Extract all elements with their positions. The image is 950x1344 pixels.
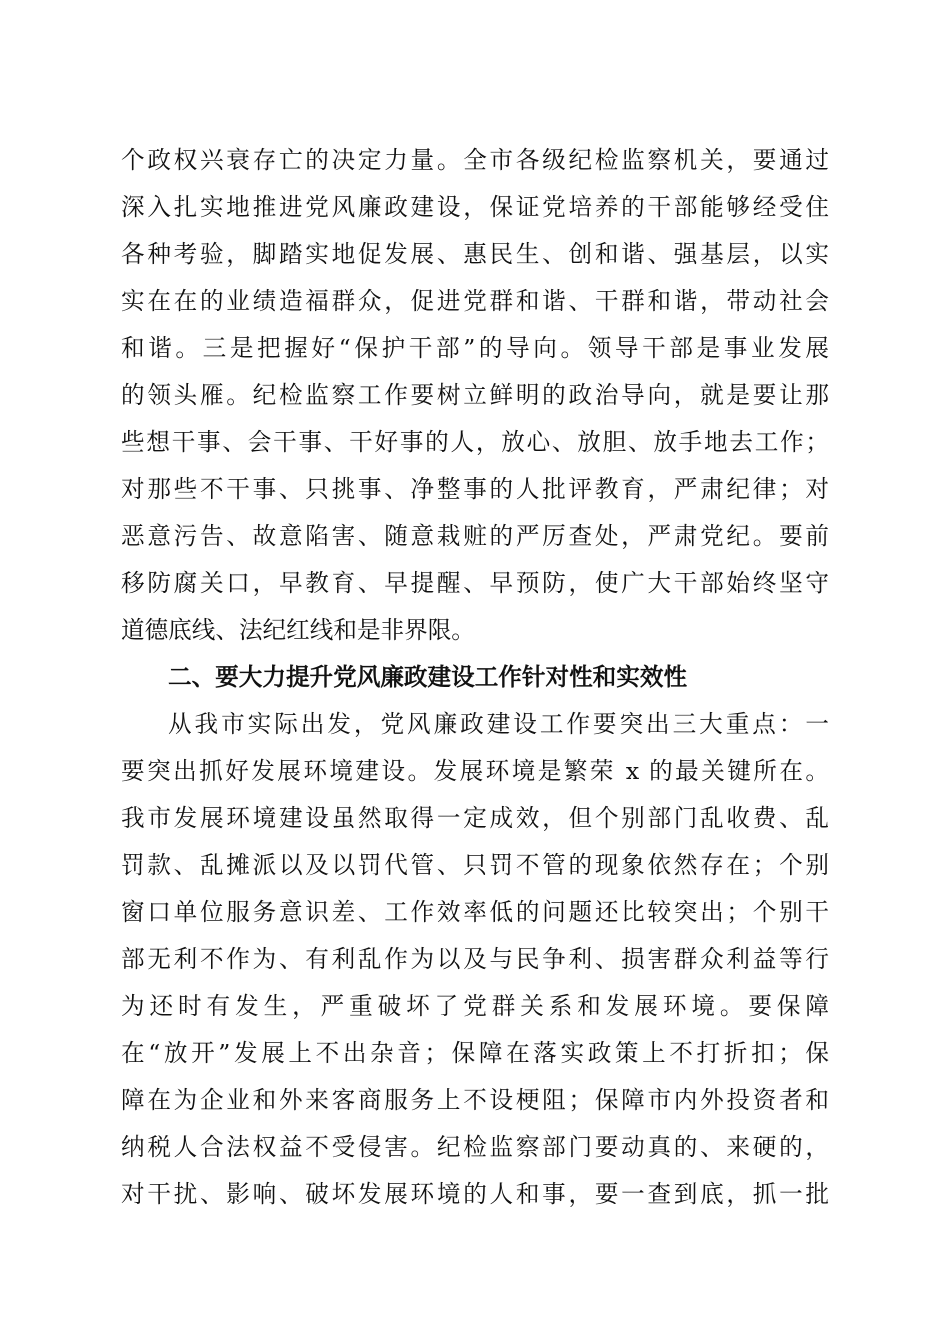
paragraph-1-line-11: 道德底线、法纪红线和是非界限。: [121, 616, 475, 644]
paragraph-2-line-6: 部无利不作为、有利乱作为以及与民争利、损害群众利益等行: [121, 945, 829, 973]
paragraph-2-line-9: 障在为企业和外来客商服务上不设梗阻；保障市内外投资者和: [121, 1086, 829, 1114]
paragraph-1-line-9: 恶意污告、故意陷害、随意栽赃的严厉查处，严肃党纪。要前: [121, 522, 829, 550]
paragraph-2-line-8: 在“放开”发展上不出杂音；保障在落实政策上不打折扣；保: [121, 1039, 829, 1067]
paragraph-2-line-1: 从我市实际出发，党风廉政建设工作要突出三大重点：一: [168, 710, 829, 738]
paragraph-2-line-4: 罚款、乱摊派以及以罚代管、只罚不管的现象依然存在；个别: [121, 851, 829, 879]
paragraph-1-line-4: 实在在的业绩造福群众，促进党群和谐、干群和谐，带动社会: [121, 287, 829, 315]
paragraph-1-line-3: 各种考验，脚踏实地促发展、惠民生、创和谐、强基层，以实: [121, 240, 829, 268]
paragraph-1-line-7: 些想干事、会干事、干好事的人，放心、放胆、放手地去工作；: [121, 428, 829, 456]
paragraph-2-line-3: 我市发展环境建设虽然取得一定成效，但个别部门乱收费、乱: [121, 804, 829, 832]
paragraph-1-line-2: 深入扎实地推进党风廉政建设，保证党培养的干部能够经受住: [121, 193, 829, 221]
paragraph-1-line-8: 对那些不干事、只挑事、净整事的人批评教育，严肃纪律；对: [121, 475, 829, 503]
paragraph-1-line-10: 移防腐关口，早教育、早提醒、早预防，使广大干部始终坚守: [121, 569, 829, 597]
paragraph-1-line-6: 的领头雁。纪检监察工作要树立鲜明的政治导向，就是要让那: [121, 381, 829, 409]
paragraph-2-line-5: 窗口单位服务意识差、工作效率低的问题还比较突出；个别干: [121, 898, 829, 926]
paragraph-2-line-2: 要突出抓好发展环境建设。发展环境是繁荣 x 的最关键所在。: [121, 757, 829, 785]
paragraph-1-line-5: 和谐。三是把握好“保护干部”的导向。领导干部是事业发展: [121, 334, 829, 362]
paragraph-1-line-1: 个政权兴衰存亡的决定力量。全市各级纪检监察机关，要通过: [121, 146, 829, 174]
paragraph-2-line-7: 为还时有发生，严重破坏了党群关系和发展环境。要保障: [121, 992, 829, 1020]
paragraph-2-line-11: 对干扰、影响、破坏发展环境的人和事，要一查到底，抓一批: [121, 1180, 829, 1208]
paragraph-2-line-10: 纳税人合法权益不受侵害。纪检监察部门要动真的、来硬的，: [121, 1133, 829, 1161]
section-heading: 二、要大力提升党风廉政建设工作针对性和实效性: [168, 663, 688, 691]
